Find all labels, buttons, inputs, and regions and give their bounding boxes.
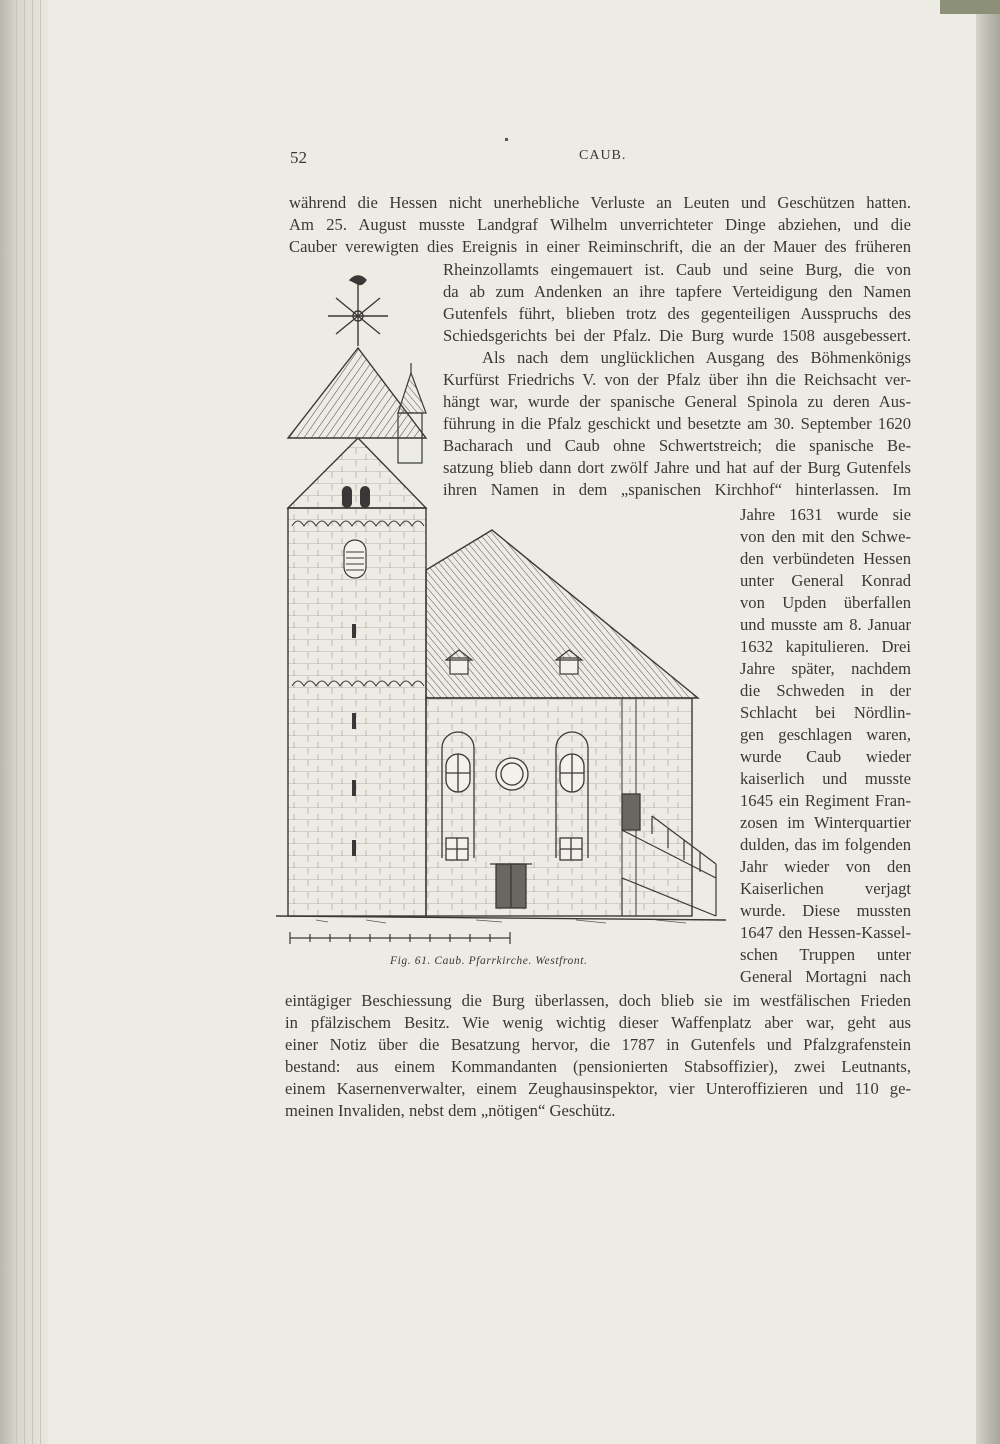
text-line: einem Kasernenverwalter, einem Zeughausinspektor, vier Unteroffizieren und 110 ge-	[285, 1079, 911, 1098]
text-line: Jahre später, nachdem	[740, 659, 911, 678]
text-line: Kurfürst Friedrichs V. von der Pfalz über ihn die Reichsacht ver-	[443, 370, 911, 389]
text-line: Als nach dem unglücklichen Ausgang des Böhmenkönigs	[482, 348, 911, 367]
scale-bar	[290, 932, 510, 944]
text-line: kaiserlich und musste	[740, 769, 911, 788]
text-line: Jahre 1631 wurde sie	[740, 505, 911, 524]
printer-mark	[505, 138, 508, 141]
text-line: 1645 ein Regiment Fran-	[740, 791, 911, 810]
text-line: eintägiger Beschiessung die Burg überlassen, doch blieb sie im westfälischen Frieden	[285, 991, 911, 1010]
text-line: wurde Caub wieder	[740, 747, 911, 766]
text-line: 1632 kapitulieren. Drei	[740, 637, 911, 656]
text-line: bestand: aus einem Kommandanten (pensionierten Stabsoffizier), zwei Leutnants,	[285, 1057, 911, 1076]
text-line: meinen Invaliden, nebst dem „nötigen“ Geschütz.	[285, 1101, 616, 1120]
text-line: von Upden überfallen	[740, 593, 911, 612]
text-line: einer Notiz über die Besatzung hervor, die 1787 in Gutenfels und Pfalzgrafenstein	[285, 1035, 911, 1054]
book-edge-right	[976, 0, 1000, 1444]
church-drawing-figure	[276, 268, 736, 958]
figure-caption: Fig. 61. Caub. Pfarrkirche. Westfront.	[390, 955, 588, 967]
text-line: dulden, das im folgenden	[740, 835, 911, 854]
text-line: schen Truppen unter	[740, 945, 911, 964]
text-line: da ab zum Andenken an ihre tapfere Verteidigung den Namen	[443, 282, 911, 301]
text-line: den verbündeten Hessen	[740, 549, 911, 568]
text-line: General Mortagni nach	[740, 967, 911, 986]
text-line: Gutenfels führt, blieben trotz des gegenteiligen Ausspruchs des	[443, 304, 911, 323]
text-line: gen geschlagen waren,	[740, 725, 911, 744]
text-line: Cauber verewigten dies Ereignis in einer Reiminschrift, die an der Mauer des früheren	[289, 237, 911, 256]
text-line: in pfälzischem Besitz. Wie wenig wichtig dieser Waffenplatz aber war, geht aus	[285, 1013, 911, 1032]
text-line: unter General Konrad	[740, 571, 911, 590]
text-line: Am 25. August musste Landgraf Wilhelm unverrichteter Dinge abziehen, und die	[289, 215, 911, 234]
text-line: die Schweden in der	[740, 681, 911, 700]
text-line: während die Hessen nicht unerhebliche Verluste an Leuten und Geschützen hatten.	[289, 193, 911, 212]
text-line: hängt war, wurde der spanische General Spinola zu deren Aus-	[443, 392, 911, 411]
text-line: Bacharach und Caub ohne Schwertstreich; die spanische Be-	[443, 436, 911, 455]
running-head: CAUB.	[579, 148, 627, 163]
weathervane-icon	[328, 276, 388, 346]
book-cover-corner	[940, 0, 1000, 14]
page-number: 52	[290, 148, 307, 167]
text-line: Rheinzollamts eingemauert ist. Caub und seine Burg, die von	[443, 260, 911, 279]
text-line: 1647 den Hessen-Kassel-	[740, 923, 911, 942]
book-edge-left	[0, 0, 48, 1444]
text-line: und musste am 8. Januar	[740, 615, 911, 634]
text-line: Schlacht bei Nördlin-	[740, 703, 911, 722]
text-line: Jahr wieder von den	[740, 857, 911, 876]
text-line: ihren Namen in dem „spanischen Kirchhof“ hinterlassen. Im	[443, 480, 911, 499]
text-line: Schiedsgerichts bei der Pfalz. Die Burg wurde 1508 ausgebessert.	[443, 326, 911, 345]
text-line: wurde. Diese mussten	[740, 901, 911, 920]
text-line: führung in die Pfalz geschickt und besetzte am 30. September 1620	[443, 414, 911, 433]
text-line: satzung blieb dann dort zwölf Jahre und hat auf der Burg Gutenfels	[443, 458, 911, 477]
text-line: zosen im Winterquartier	[740, 813, 911, 832]
text-line: Kaiserlichen verjagt	[740, 879, 911, 898]
text-line: von den mit den Schwe-	[740, 527, 911, 546]
